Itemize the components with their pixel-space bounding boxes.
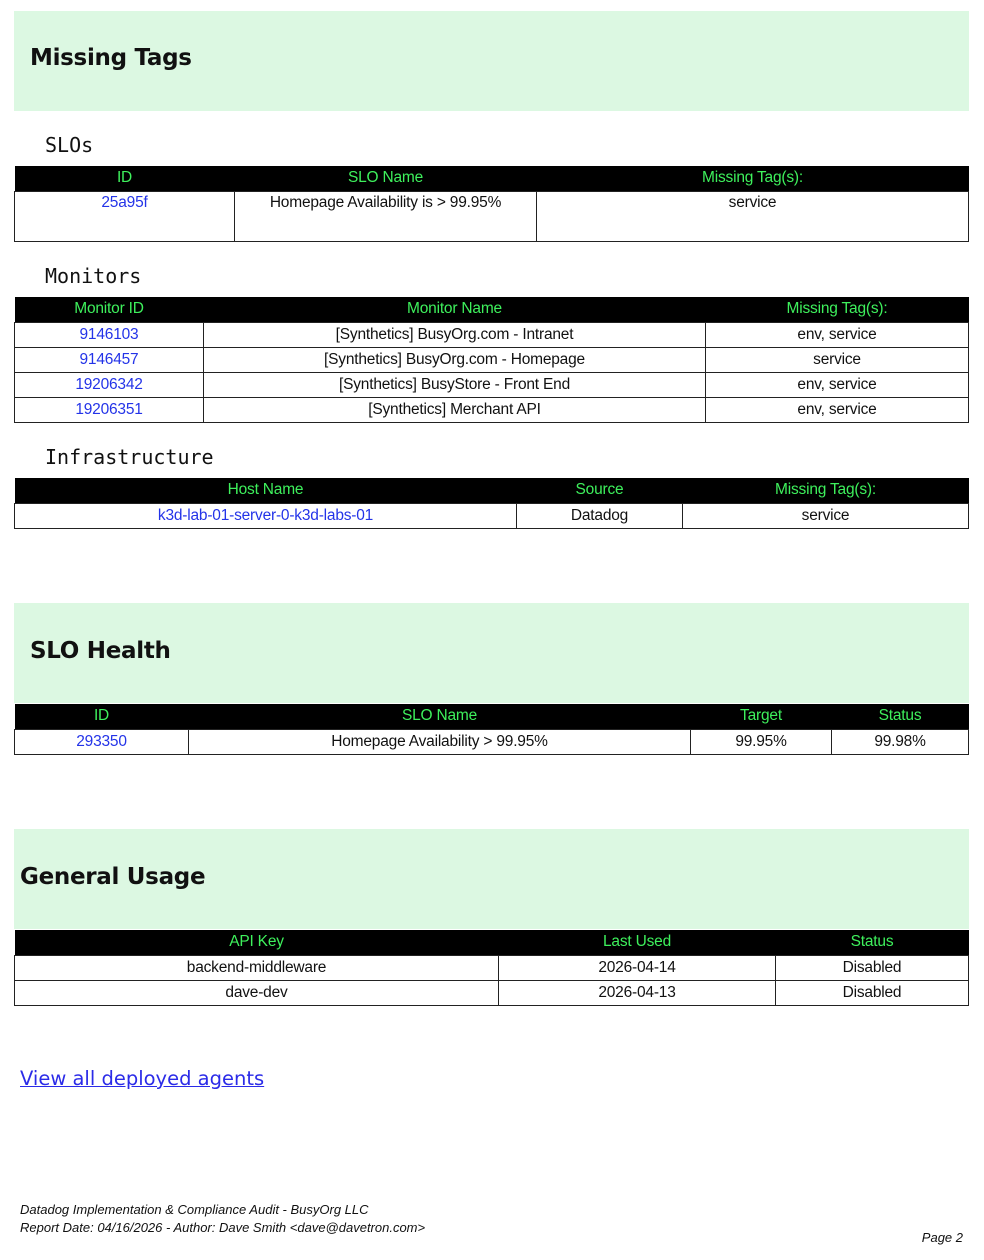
monitor-id-link[interactable]: 9146103 <box>15 322 204 347</box>
column-header: Missing Tag(s): <box>537 166 969 191</box>
status-cell: Disabled <box>776 980 969 1005</box>
missing-tags-cell: service <box>683 503 969 528</box>
slo-missing-tags-table <box>14 166 969 242</box>
missing-tags-cell: service <box>537 191 969 241</box>
monitor-name-cell: [Synthetics] BusyOrg.com - Intranet <box>204 322 706 347</box>
api-key-cell: backend-middleware <box>15 955 499 980</box>
target-cell: 99.95% <box>691 729 832 754</box>
column-header: Host Name <box>15 478 517 503</box>
column-header: Status <box>776 930 969 955</box>
section-title-slo-health: SLO Health <box>30 638 171 664</box>
column-header: API Key <box>15 930 499 955</box>
source-cell: Datadog <box>517 503 683 528</box>
section-title-general-usage: General Usage <box>20 864 206 890</box>
monitor-name-cell: [Synthetics] BusyOrg.com - Homepage <box>204 347 706 372</box>
column-header: Monitor Name <box>204 297 706 322</box>
infrastructure-missing-tags-table <box>14 478 969 529</box>
column-header: SLO Name <box>189 704 691 729</box>
monitor-missing-tags-table <box>14 297 969 423</box>
slo-health-banner <box>14 603 969 703</box>
column-header: Missing Tag(s): <box>706 297 969 322</box>
table-row <box>15 503 969 528</box>
missing-tags-cell: env, service <box>706 322 969 347</box>
last-used-cell: 2026-04-14 <box>499 955 776 980</box>
view-agents-link[interactable]: View all deployed agents <box>20 1067 265 1090</box>
monitor-id-link[interactable]: 19206351 <box>15 397 204 422</box>
column-header: ID <box>15 166 235 191</box>
table-row <box>15 955 969 980</box>
monitor-name-cell: [Synthetics] Merchant API <box>204 397 706 422</box>
monitor-id-link[interactable]: 19206342 <box>15 372 204 397</box>
report-footer <box>20 1201 425 1237</box>
column-header: ID <box>15 704 189 729</box>
column-header: Target <box>691 704 832 729</box>
api-key-cell: dave-dev <box>15 980 499 1005</box>
column-header: Last Used <box>499 930 776 955</box>
table-row <box>15 729 969 754</box>
column-header: Source <box>517 478 683 503</box>
subheading-infrastructure: Infrastructure <box>45 445 214 469</box>
slo-name-cell: Homepage Availability is > 99.95% <box>235 191 537 241</box>
table-header-row <box>15 166 969 191</box>
table-row <box>15 397 969 422</box>
subheading-monitors: Monitors <box>45 264 142 288</box>
host-name-link[interactable]: k3d-lab-01-server-0-k3d-labs-01 <box>15 503 517 528</box>
last-used-cell: 2026-04-13 <box>499 980 776 1005</box>
missing-tags-cell: service <box>706 347 969 372</box>
slo-id-link[interactable]: 25a95f <box>15 191 235 241</box>
table-row <box>15 191 969 241</box>
slo-id-link[interactable]: 293350 <box>15 729 189 754</box>
status-cell: 99.98% <box>832 729 969 754</box>
status-cell: Disabled <box>776 955 969 980</box>
column-header: Status <box>832 704 969 729</box>
table-header-row <box>15 478 969 503</box>
section-title-missing-tags: Missing Tags <box>30 45 192 71</box>
column-header: Monitor ID <box>15 297 204 322</box>
column-header: Missing Tag(s): <box>683 478 969 503</box>
general-usage-banner <box>14 829 969 929</box>
table-row <box>15 980 969 1005</box>
slo-name-cell: Homepage Availability > 99.95% <box>189 729 691 754</box>
table-row <box>15 322 969 347</box>
monitor-name-cell: [Synthetics] BusyStore - Front End <box>204 372 706 397</box>
column-header: SLO Name <box>235 166 537 191</box>
missing-tags-banner <box>14 11 969 111</box>
table-row <box>15 347 969 372</box>
page-number: Page 2 <box>921 1230 963 1245</box>
missing-tags-cell: env, service <box>706 397 969 422</box>
table-header-row <box>15 930 969 955</box>
monitor-id-link[interactable]: 9146457 <box>15 347 204 372</box>
missing-tags-cell: env, service <box>706 372 969 397</box>
subheading-slos: SLOs <box>45 133 94 157</box>
table-header-row <box>15 704 969 729</box>
footer-report-title: Datadog Implementation & Compliance Audit - BusyOrg LLC <box>20 1202 369 1217</box>
api-key-usage-table <box>14 930 969 1006</box>
table-header-row <box>15 297 969 322</box>
table-row <box>15 372 969 397</box>
footer-report-meta: Report Date: 04/16/2026 - Author: Dave Smith <dave@davetron.com> <box>20 1220 426 1235</box>
slo-health-table <box>14 704 969 755</box>
